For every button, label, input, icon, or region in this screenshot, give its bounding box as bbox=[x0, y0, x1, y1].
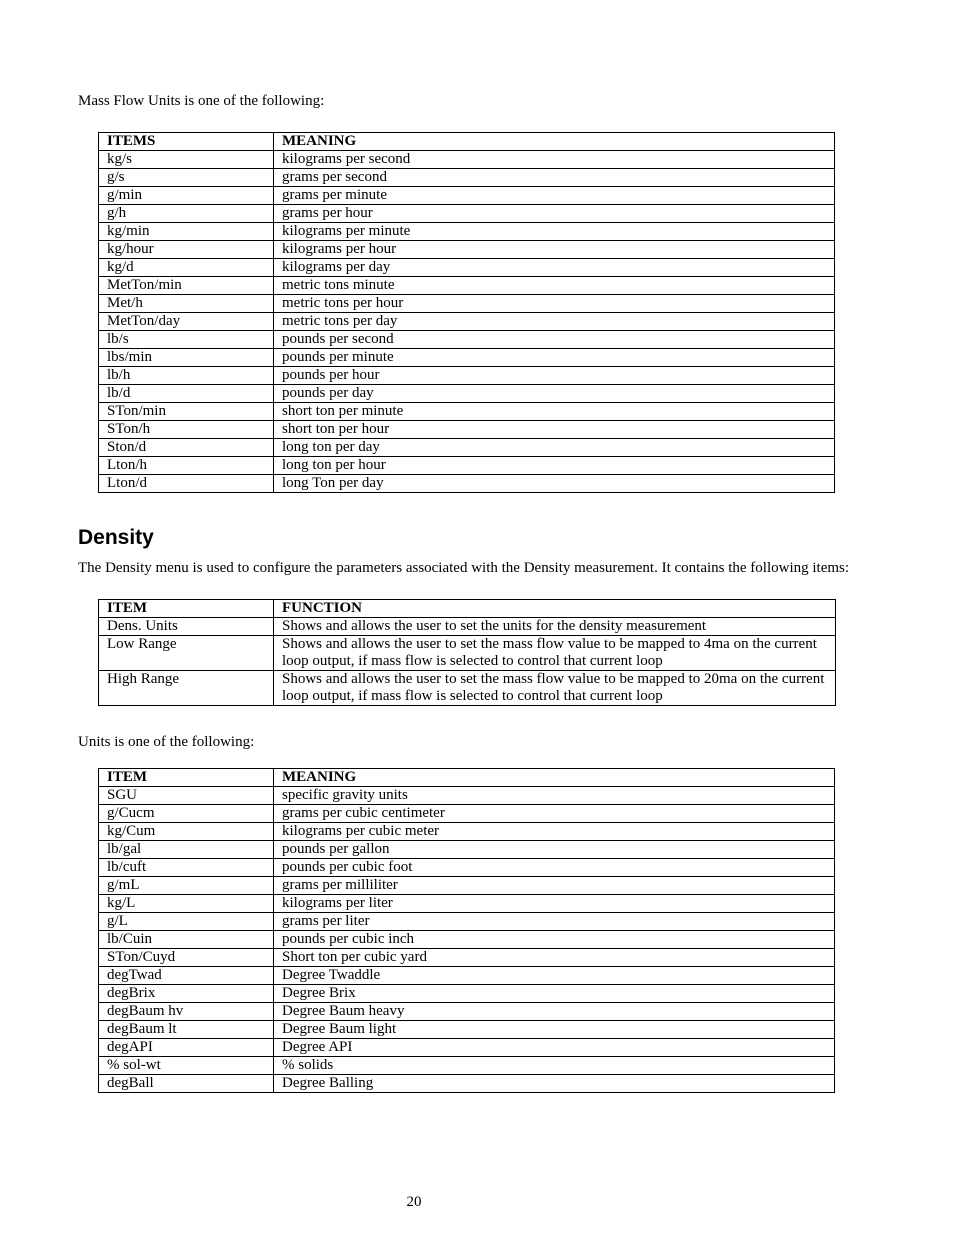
item-cell: lbs/min bbox=[99, 349, 274, 367]
table-row bbox=[99, 313, 835, 331]
column-header-function: FUNCTION bbox=[274, 600, 836, 618]
table-row bbox=[99, 187, 835, 205]
density-heading: Density bbox=[78, 526, 154, 549]
meaning-cell: pounds per day bbox=[274, 385, 835, 403]
table-row bbox=[99, 151, 835, 169]
table-row bbox=[99, 367, 835, 385]
meaning-cell: long ton per day bbox=[274, 439, 835, 457]
table-row bbox=[99, 421, 835, 439]
table-row bbox=[99, 205, 835, 223]
column-header-item: ITEM bbox=[99, 600, 274, 618]
meaning-cell: Degree Balling bbox=[274, 1075, 835, 1093]
item-cell: degBall bbox=[99, 1075, 274, 1093]
item-cell: SGU bbox=[99, 787, 274, 805]
meaning-cell: Degree Twaddle bbox=[274, 967, 835, 985]
table-row bbox=[99, 931, 835, 949]
meaning-cell: grams per second bbox=[274, 169, 835, 187]
meaning-cell: Short ton per cubic yard bbox=[274, 949, 835, 967]
item-cell: degTwad bbox=[99, 967, 274, 985]
density-items-table bbox=[98, 599, 836, 706]
meaning-cell: pounds per minute bbox=[274, 349, 835, 367]
table-row bbox=[99, 223, 835, 241]
item-cell: lb/cuft bbox=[99, 859, 274, 877]
table-row bbox=[99, 1075, 835, 1093]
item-cell: lb/d bbox=[99, 385, 274, 403]
item-cell: degBaum hv bbox=[99, 1003, 274, 1021]
item-cell: STon/min bbox=[99, 403, 274, 421]
item-cell: MetTon/day bbox=[99, 313, 274, 331]
table-row bbox=[99, 1021, 835, 1039]
item-cell: g/s bbox=[99, 169, 274, 187]
table-row bbox=[99, 439, 835, 457]
table-row bbox=[99, 877, 835, 895]
meaning-cell: Shows and allows the user to set the units for the density measurement bbox=[274, 618, 836, 636]
meaning-cell: kilograms per hour bbox=[274, 241, 835, 259]
item-cell: degAPI bbox=[99, 1039, 274, 1057]
table-row bbox=[99, 259, 835, 277]
item-cell: kg/Cum bbox=[99, 823, 274, 841]
meaning-cell: Degree Brix bbox=[274, 985, 835, 1003]
item-cell: kg/hour bbox=[99, 241, 274, 259]
item-cell: MetTon/min bbox=[99, 277, 274, 295]
table-row bbox=[99, 457, 835, 475]
meaning-cell: kilograms per minute bbox=[274, 223, 835, 241]
column-header-item: ITEM bbox=[99, 769, 274, 787]
meaning-cell: pounds per hour bbox=[274, 367, 835, 385]
item-cell: lb/h bbox=[99, 367, 274, 385]
table-row bbox=[99, 949, 835, 967]
table-row bbox=[99, 277, 835, 295]
table-row bbox=[99, 403, 835, 421]
item-cell: Met/h bbox=[99, 295, 274, 313]
table-row bbox=[99, 985, 835, 1003]
meaning-cell: grams per liter bbox=[274, 913, 835, 931]
table-row bbox=[99, 385, 835, 403]
meaning-cell: specific gravity units bbox=[274, 787, 835, 805]
table-row bbox=[99, 349, 835, 367]
item-cell: lb/s bbox=[99, 331, 274, 349]
item-cell: g/mL bbox=[99, 877, 274, 895]
density-units-table bbox=[98, 768, 835, 1093]
table-row bbox=[99, 841, 835, 859]
meaning-cell: pounds per second bbox=[274, 331, 835, 349]
table-header-row bbox=[99, 600, 836, 618]
table-row bbox=[99, 895, 835, 913]
meaning-cell: short ton per minute bbox=[274, 403, 835, 421]
meaning-cell: Shows and allows the user to set the mass flow value to be mapped to 4ma on the current loop output, if mass flow is selected to control that current loop bbox=[274, 636, 836, 671]
page-number: 20 bbox=[406, 1194, 422, 1210]
meaning-cell: % solids bbox=[274, 1057, 835, 1075]
meaning-cell: kilograms per cubic meter bbox=[274, 823, 835, 841]
table-row bbox=[99, 913, 835, 931]
item-cell: Lton/h bbox=[99, 457, 274, 475]
meaning-cell: Degree Baum light bbox=[274, 1021, 835, 1039]
meaning-cell: metric tons per hour bbox=[274, 295, 835, 313]
table-row bbox=[99, 295, 835, 313]
item-cell: High Range bbox=[99, 671, 274, 706]
table-row bbox=[99, 169, 835, 187]
table-row bbox=[99, 331, 835, 349]
meaning-cell: kilograms per second bbox=[274, 151, 835, 169]
meaning-cell: grams per hour bbox=[274, 205, 835, 223]
mass-flow-intro: Mass Flow Units is one of the following: bbox=[78, 93, 325, 109]
item-cell: lb/Cuin bbox=[99, 931, 274, 949]
table-row bbox=[99, 636, 836, 671]
meaning-cell: pounds per gallon bbox=[274, 841, 835, 859]
item-cell: degBrix bbox=[99, 985, 274, 1003]
meaning-cell: metric tons per day bbox=[274, 313, 835, 331]
item-cell: kg/min bbox=[99, 223, 274, 241]
meaning-cell: metric tons minute bbox=[274, 277, 835, 295]
column-header-meaning: MEANING bbox=[274, 769, 835, 787]
table-row bbox=[99, 241, 835, 259]
table-header-row bbox=[99, 769, 835, 787]
meaning-cell: Degree Baum heavy bbox=[274, 1003, 835, 1021]
item-cell: kg/L bbox=[99, 895, 274, 913]
meaning-cell: short ton per hour bbox=[274, 421, 835, 439]
meaning-cell: Degree API bbox=[274, 1039, 835, 1057]
item-cell: g/Cucm bbox=[99, 805, 274, 823]
table-row bbox=[99, 1057, 835, 1075]
mass-flow-units-table bbox=[98, 132, 835, 493]
item-cell: STon/Cuyd bbox=[99, 949, 274, 967]
meaning-cell: pounds per cubic inch bbox=[274, 931, 835, 949]
table-row bbox=[99, 618, 836, 636]
column-header-items: ITEMS bbox=[99, 133, 274, 151]
item-cell: Ston/d bbox=[99, 439, 274, 457]
table-row bbox=[99, 475, 835, 493]
item-cell: g/L bbox=[99, 913, 274, 931]
table-row bbox=[99, 671, 836, 706]
table-row bbox=[99, 823, 835, 841]
table-header-row bbox=[99, 133, 835, 151]
table-row bbox=[99, 805, 835, 823]
meaning-cell: Shows and allows the user to set the mass flow value to be mapped to 20ma on the current loop output, if mass flow is selected to control that current loop bbox=[274, 671, 836, 706]
meaning-cell: long ton per hour bbox=[274, 457, 835, 475]
item-cell: degBaum lt bbox=[99, 1021, 274, 1039]
item-cell: Low Range bbox=[99, 636, 274, 671]
table-row bbox=[99, 859, 835, 877]
meaning-cell: grams per cubic centimeter bbox=[274, 805, 835, 823]
item-cell: g/min bbox=[99, 187, 274, 205]
meaning-cell: grams per minute bbox=[274, 187, 835, 205]
item-cell: kg/s bbox=[99, 151, 274, 169]
density-intro: The Density menu is used to configure the parameters associated with the Density measurement. It contains the following items: bbox=[78, 560, 850, 576]
meaning-cell: pounds per cubic foot bbox=[274, 859, 835, 877]
meaning-cell: kilograms per day bbox=[274, 259, 835, 277]
column-header-meaning: MEANING bbox=[274, 133, 835, 151]
units-intro: Units is one of the following: bbox=[78, 734, 255, 750]
meaning-cell: long Ton per day bbox=[274, 475, 835, 493]
item-cell: % sol-wt bbox=[99, 1057, 274, 1075]
table-row bbox=[99, 1003, 835, 1021]
item-cell: Dens. Units bbox=[99, 618, 274, 636]
table-row bbox=[99, 787, 835, 805]
meaning-cell: grams per milliliter bbox=[274, 877, 835, 895]
item-cell: g/h bbox=[99, 205, 274, 223]
item-cell: lb/gal bbox=[99, 841, 274, 859]
table-row bbox=[99, 967, 835, 985]
item-cell: STon/h bbox=[99, 421, 274, 439]
table-row bbox=[99, 1039, 835, 1057]
meaning-cell: kilograms per liter bbox=[274, 895, 835, 913]
item-cell: kg/d bbox=[99, 259, 274, 277]
item-cell: Lton/d bbox=[99, 475, 274, 493]
